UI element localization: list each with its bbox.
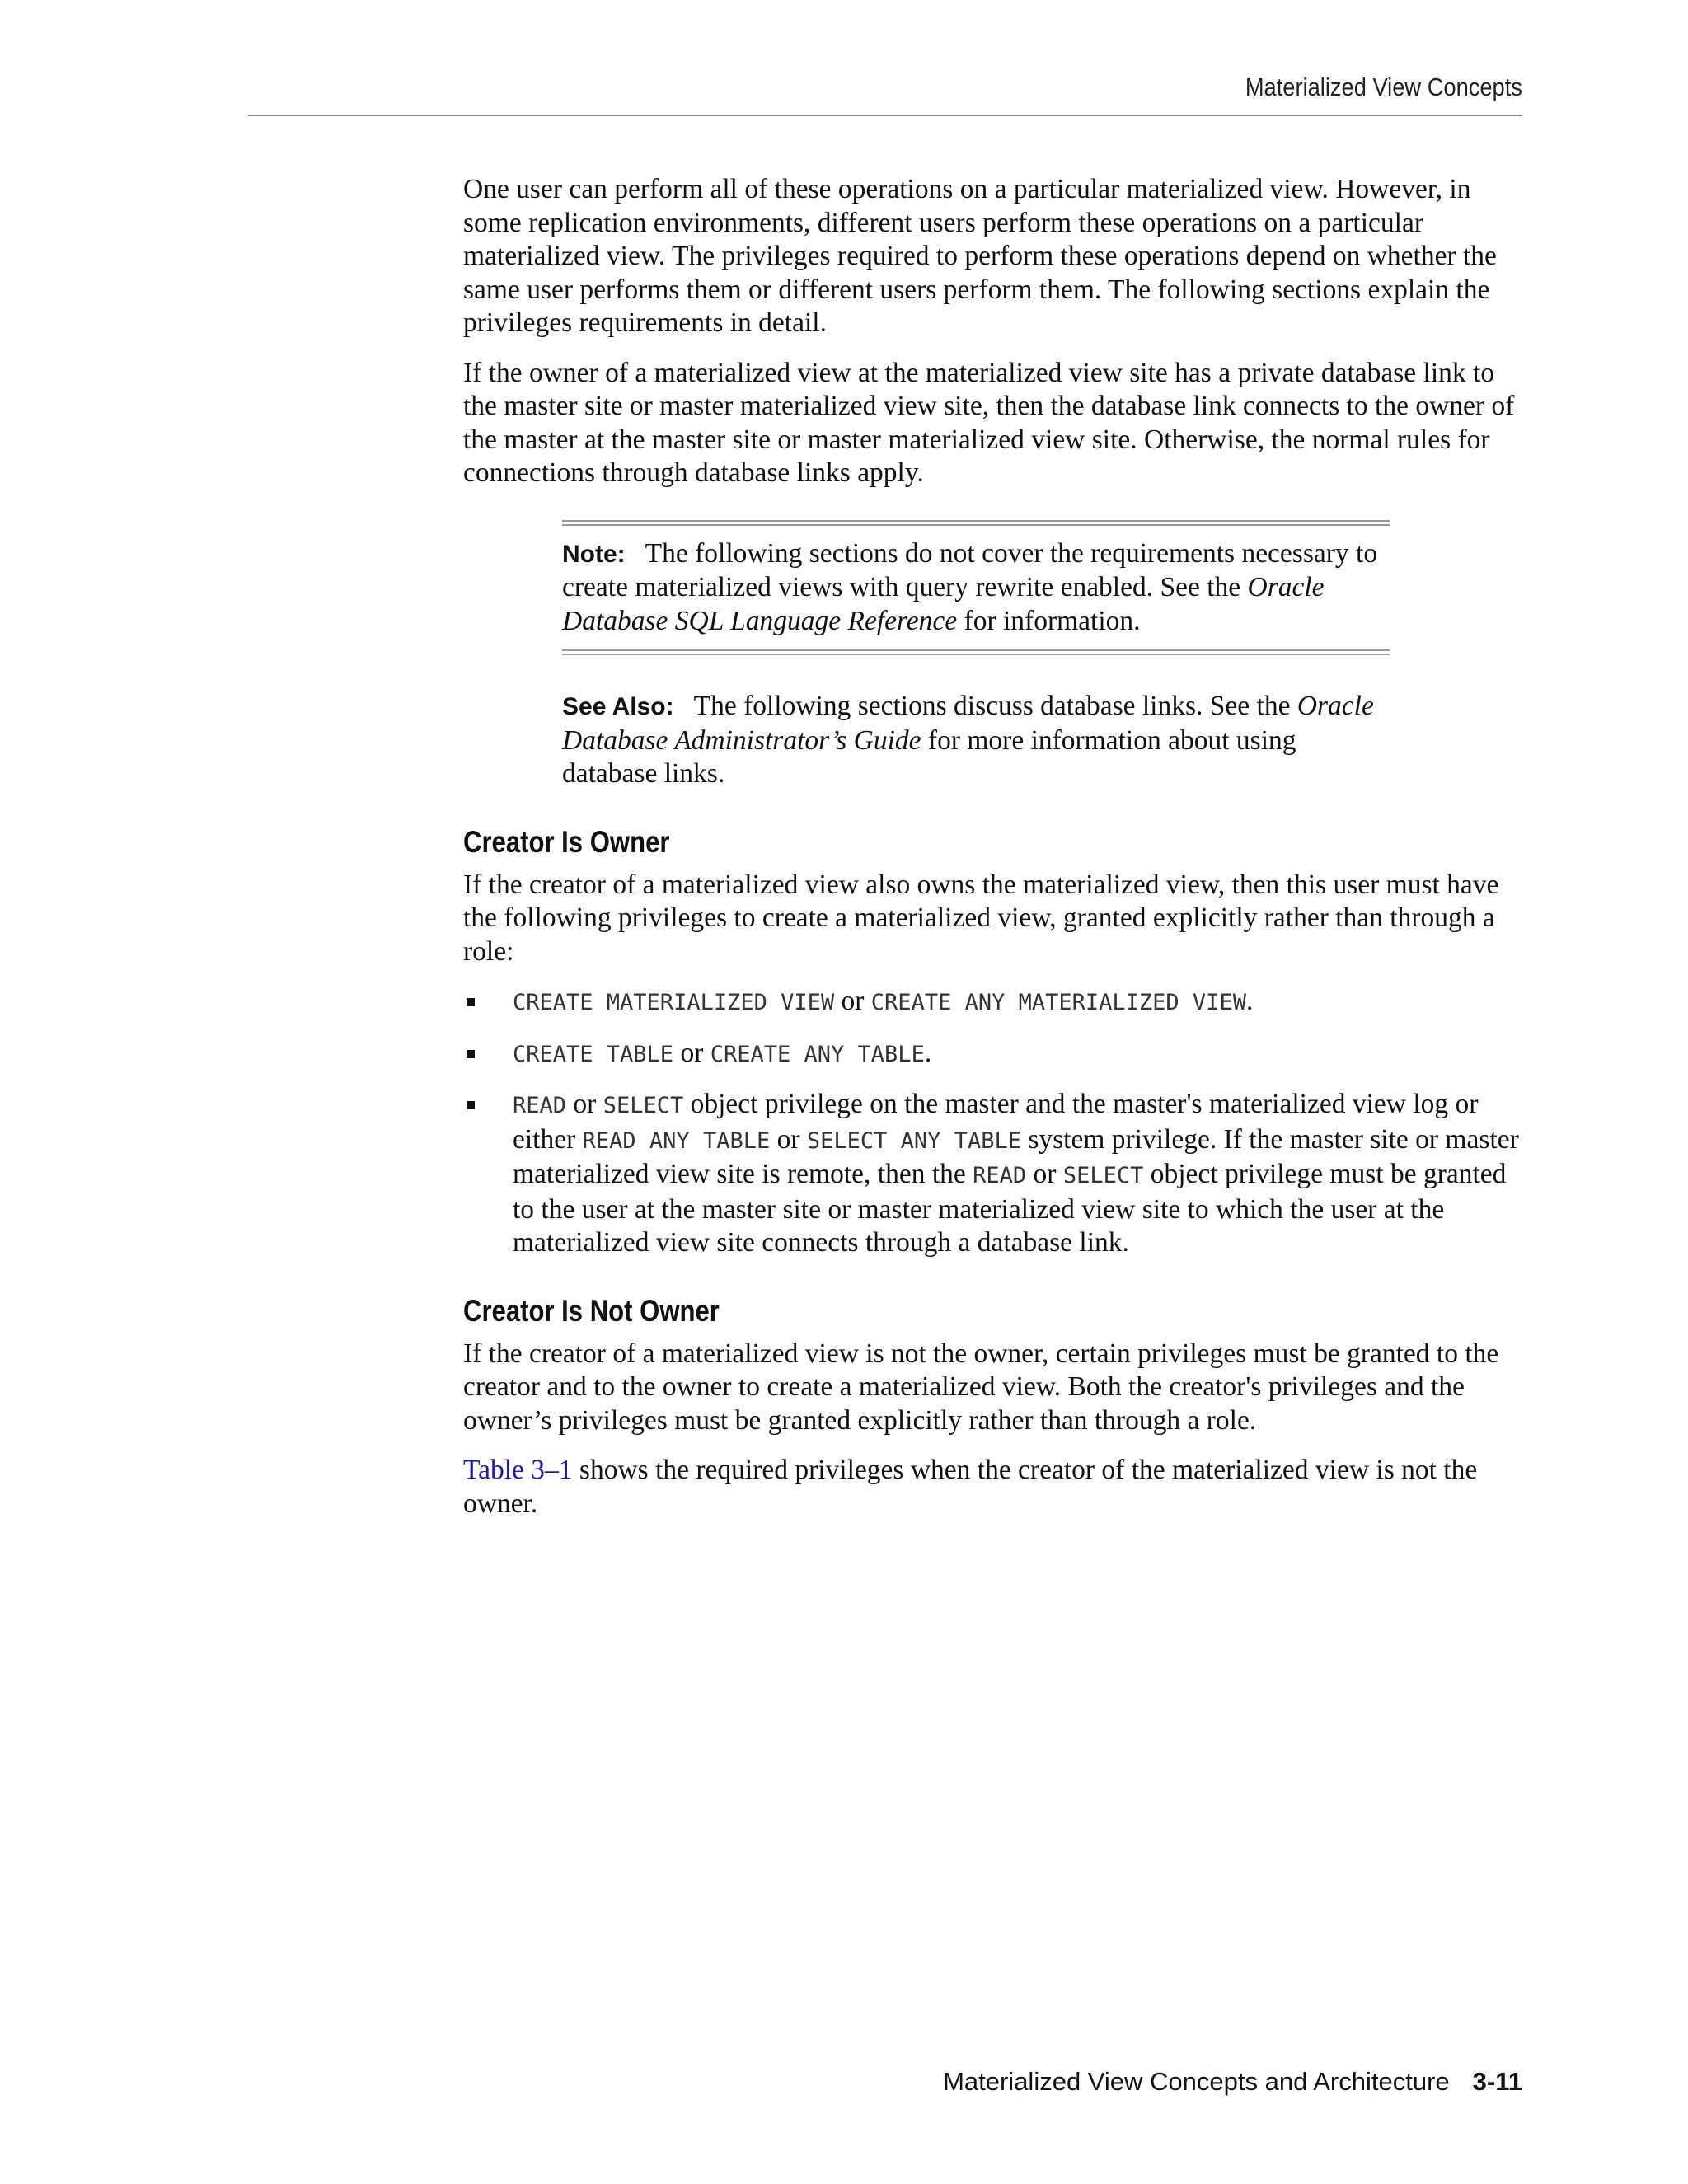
list-item [463, 1037, 1526, 1072]
see-also-box [562, 690, 1390, 791]
code-text: READ ANY TABLE [582, 1127, 771, 1154]
code-text: SELECT [1062, 1163, 1144, 1188]
see-also-label: See Also: [562, 693, 674, 720]
list-text: . [1245, 986, 1254, 1016]
section2-paragraph-2-text: shows the required privileges when the creator of the materialized view is not the owner. [463, 1455, 1478, 1519]
note-box [562, 520, 1390, 656]
intro-paragraph-2: If the owner of a materialized view at the materialized view site has a private database link to the master site or master materialized view site, then the database link connects to the owner of the master at the master site or master materialized view site. Otherwise, the normal rules for connections through database links apply. [463, 357, 1515, 488]
see-also-text-2: for more information about using database links. [562, 724, 1296, 789]
note-text-2: for information. [957, 605, 1141, 636]
list-text: object privilege must be granted to the user at the master site or master materialized view site to which the user at the materialized view site connects through a database link. [513, 1159, 1507, 1258]
code-text: CREATE ANY TABLE [710, 1041, 925, 1067]
note-top-rule [562, 520, 1390, 526]
list-text: or [1026, 1159, 1063, 1189]
privileges-list [463, 985, 1526, 1260]
see-also-text-1: The following sections discuss database links. See the [693, 691, 1297, 721]
bullet-icon [467, 1050, 475, 1058]
code-text: CREATE TABLE [513, 1041, 674, 1067]
section2-paragraph-2 [463, 1454, 1526, 1521]
list-text: . [924, 1037, 932, 1068]
header-rule [248, 115, 1522, 116]
footer-title: Materialized View Concepts and Architecture [943, 2067, 1450, 2096]
section1-paragraph: If the creator of a materialized view also owns the materialized view, then this user must have the following privileges to create a materialized view, granted explicitly rather than through a role: [463, 869, 1499, 967]
note-label: Note: [562, 540, 626, 568]
page-body [463, 173, 1526, 1537]
list-item [463, 1088, 1526, 1260]
list-text: or [834, 986, 871, 1016]
note-content [562, 526, 1390, 650]
code-text: READ [973, 1163, 1027, 1188]
see-also-reference: Oracle Database Administrator’s Guide [562, 691, 1374, 756]
list-item [463, 985, 1526, 1020]
section-heading-creator-is-not-owner: Creator Is Not Owner [463, 1293, 720, 1328]
code-text: CREATE MATERIALIZED VIEW [513, 990, 835, 1015]
note-bottom-rule [562, 649, 1390, 655]
list-text: object privilege on the master and the master's materialized view log or either [513, 1089, 1479, 1155]
code-text: SELECT ANY TABLE [806, 1127, 1021, 1154]
note-reference: Oracle Database SQL Language Reference [562, 572, 1325, 636]
running-header: Materialized View Concepts [1245, 73, 1522, 101]
page-number: 3-11 [1472, 2067, 1522, 2096]
table-3-1-link[interactable]: Table 3–1 [463, 1455, 573, 1485]
bullet-icon [467, 998, 475, 1006]
section-heading-creator-is-owner: Creator Is Owner [463, 824, 670, 859]
code-text: SELECT [603, 1093, 684, 1118]
section2-paragraph: If the creator of a materialized view is not the owner, certain privileges must be granted to the creator and to the owner to create a materialized view. Both the creator's privileges and the owner’s privileges must be granted explicitly rather than through a role. [463, 1338, 1499, 1436]
list-text: or [673, 1037, 710, 1068]
list-text: or [770, 1123, 807, 1155]
note-text-1: The following sections do not cover the requirements necessary to create materialized views with query rewrite enabled. See the [562, 537, 1378, 602]
list-text: or [566, 1089, 603, 1119]
bullet-icon [467, 1101, 475, 1109]
page-footer [943, 2067, 1522, 2097]
list-text: system privilege. If the master site or master materialized view site is remote, then the [513, 1123, 1519, 1189]
intro-paragraph-1: One user can perform all of these operations on a particular materialized view. However, in some replication environments, different users perform these operations on a particular materialized view. The privileges required to perform these operations depend on whether the same user performs them or different users perform them. The following sections explain the privileges requirements in detail. [463, 174, 1497, 338]
code-text: READ [513, 1093, 567, 1118]
code-text: CREATE ANY MATERIALIZED VIEW [870, 990, 1246, 1015]
